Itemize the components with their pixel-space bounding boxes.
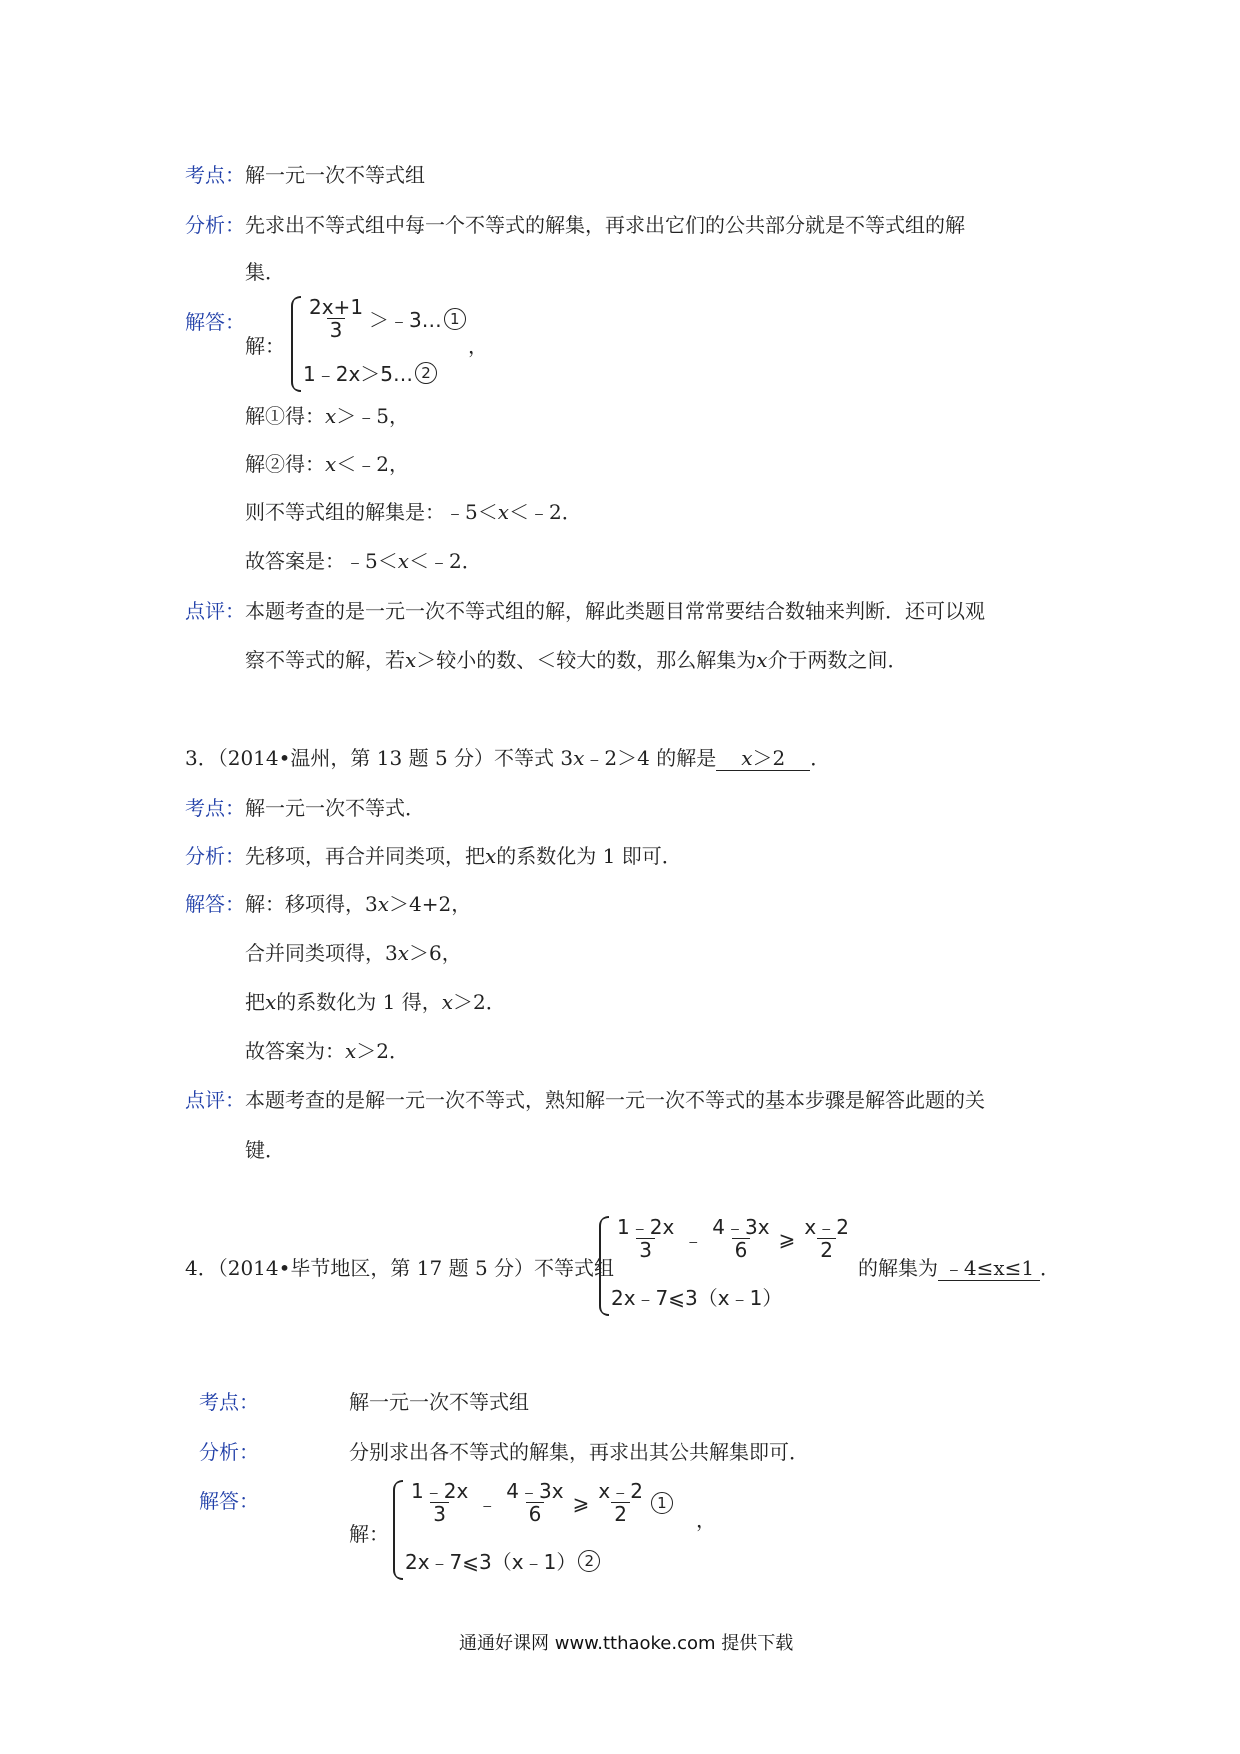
question-3-stem (185, 746, 830, 771)
page-footer: 通通好课网 www.tthaoke.com 提供下载 (459, 1633, 794, 1654)
text: 解：移项得，3 (245, 892, 378, 916)
geq-sign: ⩾ (778, 1226, 796, 1251)
step-text: ＞﹣5， (336, 404, 410, 428)
system-row-1 (611, 1216, 855, 1261)
system-comma: ， (696, 1508, 716, 1532)
numerator: 4﹣3x (712, 1215, 770, 1239)
jieda-label (185, 310, 245, 334)
text: 先移项，再合并同类项，把 (245, 844, 485, 868)
fraction (306, 296, 366, 341)
stem-text: 的解集为 (858, 1256, 938, 1280)
step-line (245, 452, 409, 476)
system-row-1 (405, 1480, 673, 1525)
fenxi-row-1 (185, 213, 965, 237)
variable-x: x (377, 892, 390, 916)
text: 介于两数之间． (767, 648, 908, 672)
text: 故答案为： (245, 1039, 345, 1063)
fenxi-label: 分析： (185, 844, 245, 868)
denominator: 3 (430, 1502, 449, 1525)
system-comma: ， (468, 334, 488, 358)
numerator: x﹣2 (804, 1215, 849, 1239)
stem-text: ﹣2＞4 的解是 (584, 746, 717, 770)
text: 的系数化为 1 即可． (496, 844, 682, 868)
numerator: 4﹣3x (506, 1479, 564, 1503)
text: ＞2． (356, 1039, 410, 1063)
step-text: 故答案是：﹣5＜ (245, 549, 398, 573)
variable-x: x (265, 990, 277, 1014)
circled-number-2: 2 (415, 362, 437, 384)
kaodian-text: 解一元一次不等式组 (245, 163, 425, 187)
text: 把 (245, 990, 265, 1014)
kaodian-row-1 (185, 163, 425, 187)
answer-blank (716, 746, 810, 771)
inequality-system-q4 (599, 1216, 861, 1316)
step-line (245, 549, 482, 573)
dianping-label: 点评： (185, 599, 245, 623)
stem-text: ． (810, 746, 831, 770)
system-row-1 (303, 296, 466, 341)
variable-x: x (325, 452, 337, 476)
variable-x: x (397, 549, 410, 573)
fraction (408, 1480, 471, 1525)
stem-text: 3．（2014•温州，第 13 题 5 分）不等式 3 (185, 746, 574, 770)
fraction (614, 1216, 677, 1261)
text: ＞较小的数、＜较大的数，那么解集为 (416, 648, 757, 672)
numerator: 1﹣2x (411, 1479, 469, 1503)
inequality-2: 2x﹣7⩽3（x﹣1） (611, 1286, 783, 1310)
inequality-system-q4-solution (393, 1480, 723, 1580)
fenxi-text-q4: 分别求出各不等式的解集，再求出其公共解集即可． (349, 1440, 809, 1464)
text: 察不等式的解，若 (245, 648, 405, 672)
step-text: ＜﹣2， (336, 452, 410, 476)
variable-x: x (345, 1039, 357, 1063)
denominator: 6 (732, 1238, 751, 1261)
denominator: 3 (636, 1238, 655, 1261)
variable-x: x (441, 990, 454, 1014)
step-line (245, 990, 506, 1014)
step-text: 解②得： (245, 452, 325, 476)
minus-sign: ﹣ (683, 1228, 704, 1252)
variable-x: x (741, 746, 753, 770)
variable-x: x (325, 404, 337, 428)
system-row-2 (611, 1282, 782, 1311)
answer-blank: ﹣4≤x≤1 (938, 1256, 1040, 1281)
fraction (503, 1480, 566, 1525)
step-line (245, 1039, 409, 1063)
circled-number-1: 1 (651, 1492, 673, 1514)
jieda-row-3 (185, 892, 471, 916)
dianping-row-1 (185, 599, 985, 623)
variable-x: x (573, 746, 585, 770)
kaodian-text: 解一元一次不等式． (245, 796, 425, 820)
numerator: 1﹣2x (617, 1215, 675, 1239)
circled-number-1: 1 (444, 308, 466, 330)
fenxi-text-line2: 集． (245, 260, 285, 284)
dianping-text-line2 (245, 648, 908, 672)
denominator: 2 (611, 1502, 630, 1525)
kaodian-label: 考点： (185, 796, 245, 820)
step-line (245, 404, 409, 428)
step-text: 则不等式组的解集是：﹣5＜ (245, 500, 498, 524)
fraction (709, 1216, 772, 1261)
fenxi-label-q4: 分析： (199, 1440, 259, 1464)
variable-x: x (397, 941, 410, 965)
minus-sign: ﹣ (477, 1492, 498, 1516)
jie-prefix: 解： (245, 334, 285, 358)
variable-x: x (497, 500, 510, 524)
step-text: 解①得： (245, 404, 325, 428)
text: 本题考查的是解一元一次不等式，熟知解一元一次不等式的基本步骤是解答此题的关 (245, 1088, 985, 1112)
variable-x: x (405, 648, 417, 672)
kaodian-row-3 (185, 796, 425, 820)
denominator: 2 (817, 1238, 836, 1261)
inequality-system-1 (291, 296, 491, 392)
stem-text: ． (1040, 1256, 1060, 1280)
step-line (245, 941, 462, 965)
dianping-text-line1: 本题考查的是一元一次不等式组的解，解此类题目常常要结合数轴来判断．还可以观 (245, 599, 985, 623)
dianping-row-3 (185, 1088, 985, 1112)
inequality-2: 2x﹣7⩽3（x﹣1） (405, 1550, 577, 1574)
jie-prefix-q4: 解： (349, 1522, 389, 1546)
step-text: ＜﹣2． (409, 549, 482, 573)
kaodian-text-q4: 解一元一次不等式组 (349, 1390, 529, 1414)
step-text: ＜﹣2． (509, 500, 582, 524)
fenxi-row-3 (185, 844, 682, 868)
kaodian-label-q4: 考点： (199, 1390, 259, 1414)
dianping-label: 点评： (185, 1088, 245, 1112)
step-line (245, 500, 582, 524)
question-4-stem-b (858, 1256, 1060, 1281)
text: 合并同类项得，3 (245, 941, 398, 965)
variable-x: x (756, 648, 768, 672)
text: 的系数化为 1 得， (276, 990, 442, 1014)
denominator: 3 (327, 318, 346, 341)
geq-sign: ⩾ (572, 1490, 590, 1515)
numerator: x﹣2 (598, 1479, 643, 1503)
fraction (595, 1480, 646, 1525)
text: ＞4+2， (389, 892, 472, 916)
jieda-label: 解答： (185, 892, 245, 916)
inequality-2: 1﹣2x＞5… (303, 362, 414, 386)
fenxi-text-line1: 先求出不等式组中每一个不等式的解集，再求出它们的公共部分就是不等式组的解 (245, 213, 965, 237)
circled-number-2: 2 (578, 1550, 600, 1572)
fraction (801, 1216, 852, 1261)
fenxi-label: 分析： (185, 213, 245, 237)
question-4-stem-a: 4．（2014•毕节地区，第 17 题 5 分）不等式组 (185, 1256, 615, 1280)
jieda-label-text: 解答： (185, 310, 245, 334)
text: ＞2． (453, 990, 506, 1014)
system-row-2 (405, 1546, 600, 1575)
jieda-label-q4: 解答： (199, 1489, 259, 1513)
inequality-rest: ＞﹣3… (369, 308, 442, 332)
variable-x: x (485, 844, 497, 868)
text: ＞6， (409, 941, 462, 965)
kaodian-label: 考点： (185, 163, 245, 187)
dianping-text-line2: 键． (245, 1138, 285, 1162)
system-row-2 (303, 358, 437, 387)
denominator: 6 (526, 1502, 545, 1525)
numerator: 2x+1 (309, 295, 364, 319)
answer-text: ＞2 (752, 746, 786, 770)
